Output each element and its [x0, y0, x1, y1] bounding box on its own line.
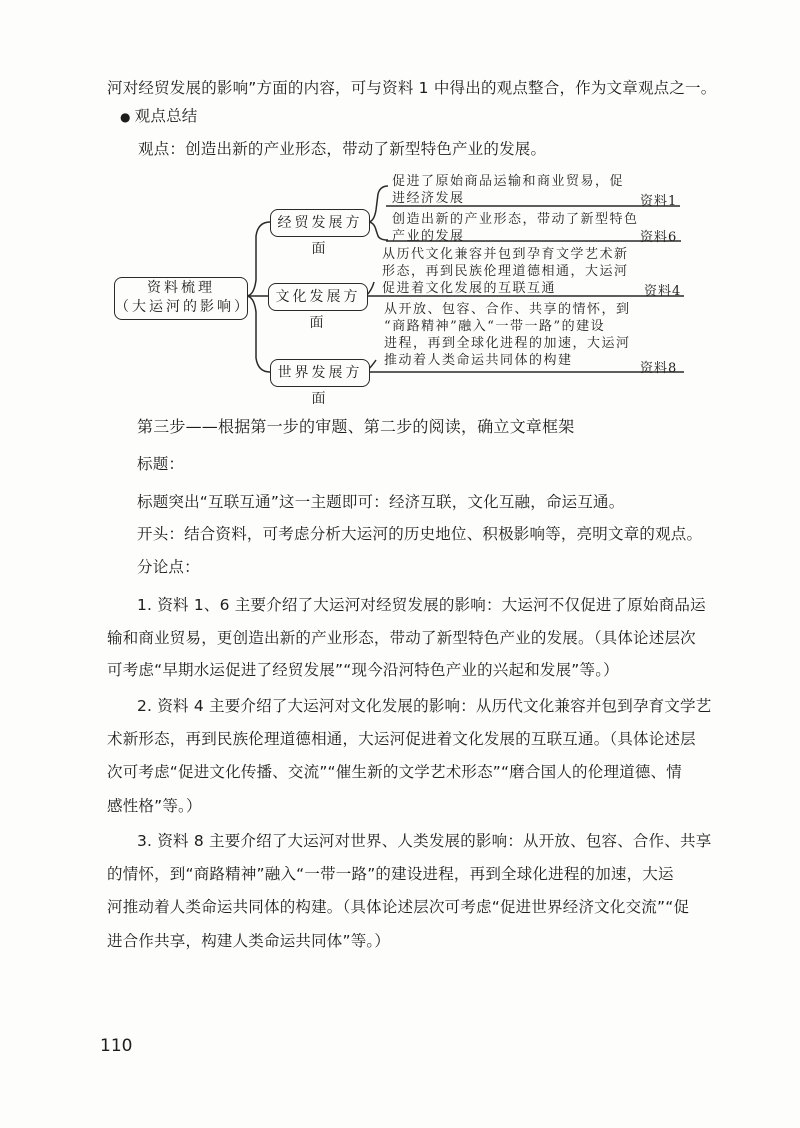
diagram-root-node	[114, 277, 251, 320]
ref-material-4: 资料4	[644, 284, 682, 299]
viewpoint-line: 观点：创造出新的产业形态，带动了新型特色产业的发展。	[138, 140, 547, 158]
note-world: 从开放、包容、合作、共享的情怀，到 “商路精神”融入“一带一路”的建设 进程，再到全球化进程的加速，大运河 推动着人类命运共同体的构建	[384, 302, 631, 368]
note-trade-1: 促进了原始商品运输和商业贸易，促 进经济发展	[392, 174, 625, 206]
title-text: 标题突出“互联互通”这一主题即可：经济互联，文化互融，命运互通。	[137, 493, 625, 511]
intro-line: 河对经贸发展的影响”方面的内容，可与资料 1 中得出的观点整合，作为文章观点之一。	[107, 79, 717, 97]
opening-text: 开头：结合资料，可考虑分析大运河的历史地位、积极影响等，亮明文章的观点。	[137, 525, 703, 543]
para2-line2: 术新形态，再到民族伦理道德相通，大运河促进着文化发展的互联互通。（具体论述层	[107, 730, 696, 748]
para3-line3: 河推动着人类命运共同体的构建。（具体论述层次可考虑“促进世界经济文化交流”“促	[107, 898, 690, 916]
para1-line1: 1. 资料 1、6 主要介绍了大运河对经贸发展的影响：大运河不仅促进了原始商品运	[137, 596, 706, 614]
root-title: 资料梳理	[147, 280, 215, 296]
branch-world-node: 世界发展方面	[270, 359, 370, 387]
ref-material-6: 资料6	[640, 230, 678, 245]
note-trade-2: 创造出新的产业形态，带动了新型特色 产业的发展	[392, 212, 639, 244]
ref-material-8: 资料8	[640, 361, 678, 376]
page-number: 110	[100, 1036, 133, 1056]
para3-line1: 3. 资料 8 主要介绍了大运河对世界、人类发展的影响：从开放、包容、合作、共享	[137, 832, 712, 850]
root-subtitle: （大运河的影响）	[115, 299, 251, 315]
branch-culture-node: 文化发展方面	[268, 283, 368, 311]
note-culture: 从历代文化兼容并包到孕育文学艺术新 形态，再到民族伦理道德相通，大运河 促进着文化发展的互联互通	[382, 247, 629, 296]
step3-heading: 第三步——根据第一步的审题、第二步的阅读，确立文章框架	[137, 417, 575, 436]
points-label: 分论点：	[137, 558, 200, 576]
para3-line2: 的情怀，到“商路精神”融入“一带一路”的建设进程，再到全球化进程的加速，大运	[107, 865, 674, 883]
para1-line2: 输和商业贸易，更创造出新的产业形态，带动了新型特色产业的发展。（具体论述层次	[107, 629, 696, 647]
para2-line4: 感性格”等。）	[107, 797, 202, 815]
ref-material-1: 资料1	[640, 194, 678, 209]
para1-line3: 可考虑“早期水运促进了经贸发展”“现今沿河特色产业的兴起和发展”等。）	[107, 661, 619, 679]
title-label: 标题：	[137, 455, 185, 473]
para2-line1: 2. 资料 4 主要介绍了大运河对文化发展的影响：从历代文化兼容并包到孕育文学艺	[137, 697, 712, 715]
para2-line3: 次可考虑“促进文化传播、交流”“催生新的文学艺术形态”“磨合国人的伦理道德、情	[107, 763, 682, 781]
branch-trade-node: 经贸发展方面	[270, 209, 370, 237]
section-heading-text: 观点总结	[134, 107, 198, 125]
para3-line4: 进合作共享，构建人类命运共同体”等。）	[107, 932, 391, 950]
bullet-icon: ●	[120, 110, 131, 124]
